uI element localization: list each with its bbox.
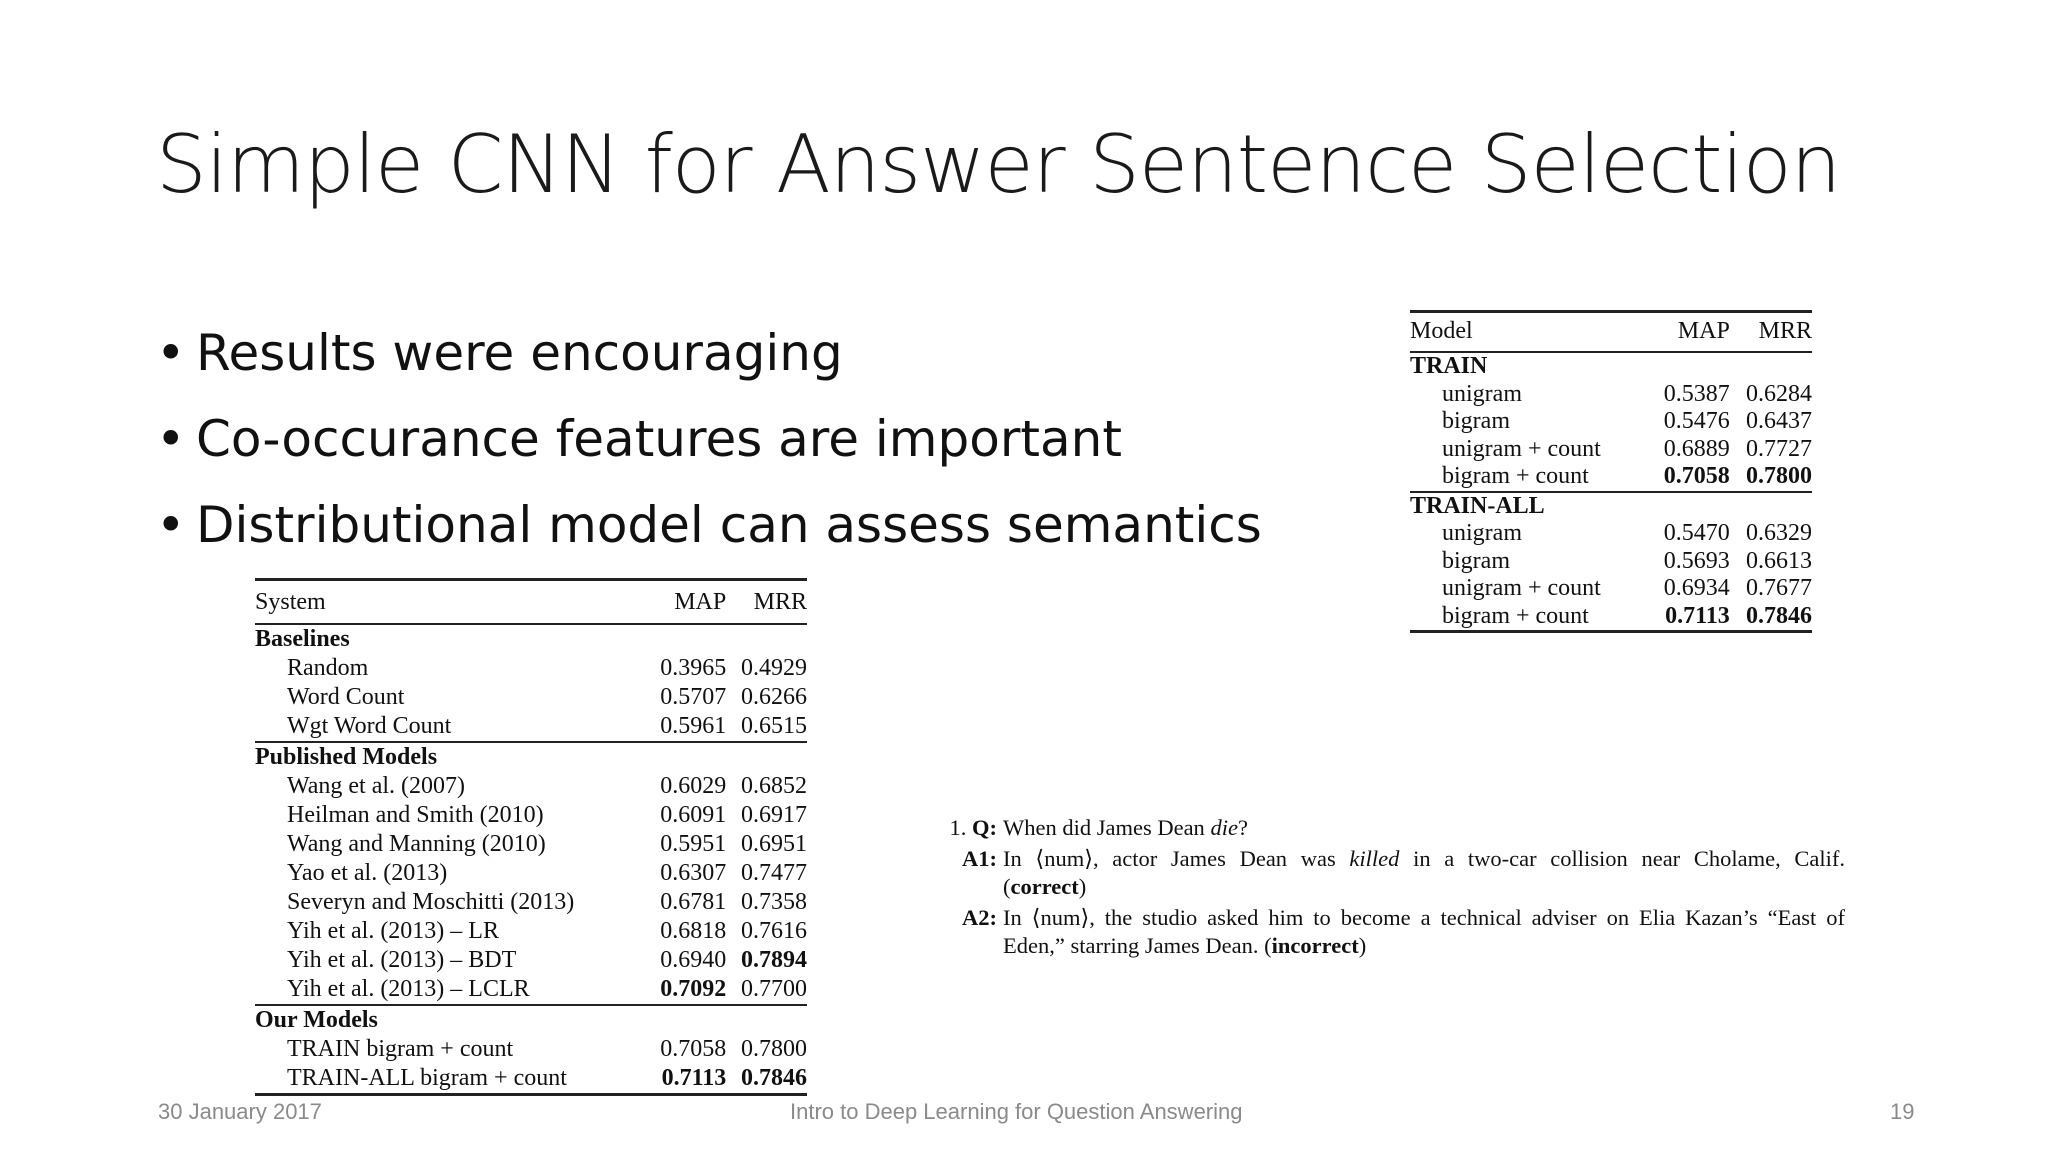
a1-emphasis: killed <box>1349 846 1400 871</box>
table-cell-label: TRAIN-ALL bigram + count <box>255 1064 646 1095</box>
table-row <box>1410 381 1812 409</box>
table-row <box>1410 408 1812 436</box>
table-cell-mrr: 0.6951 <box>741 831 807 857</box>
table-cell-label: unigram + count <box>1442 575 1601 601</box>
table-cell-mrr: 0.6613 <box>1746 547 1812 574</box>
table-cell-map: 0.5470 <box>1663 520 1730 546</box>
table-cell-map: 0.5476 <box>1663 408 1730 434</box>
table-cell-mrr: 0.7616 <box>741 918 807 944</box>
table-cell-mrr: 0.4929 <box>741 655 807 681</box>
table-row <box>255 712 807 742</box>
table-section-title: Baselines <box>255 626 350 652</box>
table-cell-label: bigram + count <box>1442 463 1589 489</box>
table-section-row <box>255 742 807 772</box>
table-header-row <box>255 580 807 625</box>
question-row <box>935 814 1845 842</box>
table-cell-mrr: 0.6917 <box>741 802 807 828</box>
table-cell-map: 0.7113 <box>646 1064 727 1095</box>
table-cell-map: 0.7058 <box>1663 463 1730 489</box>
table-cell-label: Word Count <box>287 684 405 710</box>
table-cell-label: Wang et al. (2007) <box>287 773 466 799</box>
table-row <box>1410 463 1812 492</box>
table-cell-label: Yih et al. (2013) – BDT <box>287 947 517 973</box>
table-cell-mrr: 0.7677 <box>1746 575 1812 601</box>
table-cell-map: 0.6889 <box>1663 435 1730 462</box>
table-cell-map: 0.6818 <box>660 918 727 944</box>
table-cell-mrr: 0.7477 <box>741 860 807 886</box>
bullet-glyph: • <box>156 496 186 554</box>
table-row <box>255 946 807 975</box>
table-row <box>255 683 807 712</box>
example-number: 1. <box>949 815 967 840</box>
footer-title: Intro to Deep Learning for Question Answering <box>790 1099 1243 1124</box>
footer-date: 30 January 2017 <box>158 1099 322 1124</box>
answer1-line2: (correct) <box>1003 874 1087 899</box>
answer1-line1 <box>1003 845 1845 873</box>
table-cell-map: 0.5387 <box>1663 380 1730 407</box>
table-cell-label: Heilman and Smith (2010) <box>287 802 544 828</box>
answer2-row <box>935 904 1845 960</box>
a2-text: Eden,” starring James Dean. ( <box>1003 933 1272 958</box>
table-cell-map: 0.5707 <box>660 684 727 710</box>
table-cell-map: 0.5951 <box>660 831 727 857</box>
table-row <box>1410 575 1812 603</box>
bullet-text: Distributional model can assess semantics <box>196 496 1262 554</box>
table-cell-map: 0.3965 <box>660 655 727 681</box>
table-row <box>1410 603 1812 632</box>
table-cell-mrr: 0.6266 <box>741 684 807 710</box>
bullet-item <box>156 482 1262 568</box>
question-end: ? <box>1237 815 1248 840</box>
answer2-label: A2: <box>962 905 997 930</box>
table-cell-mrr: 0.6329 <box>1746 520 1812 546</box>
table-section-row <box>255 624 807 654</box>
table-cell-label: bigram <box>1442 408 1510 434</box>
table-row <box>255 859 807 888</box>
table-cell-map: 0.7113 <box>1648 603 1730 632</box>
table-cell-mrr: 0.7846 <box>726 1064 807 1095</box>
table-cell-label: Random <box>287 655 369 681</box>
table-cell-mrr: 0.7894 <box>741 947 807 973</box>
a2-tag: incorrect <box>1271 933 1359 958</box>
table-cell-map: 0.5693 <box>1663 547 1730 574</box>
table-cell-mrr: 0.7800 <box>741 1036 807 1062</box>
a1-tag: correct <box>1010 874 1079 899</box>
bullet-list <box>156 310 1262 568</box>
table-cell-label: Yao et al. (2013) <box>287 860 448 886</box>
table-header-cell: MAP <box>646 580 727 625</box>
table-header-cell: MRR <box>726 580 807 625</box>
table-row <box>255 772 807 801</box>
table-cell-mrr: 0.6437 <box>1746 408 1812 434</box>
table-cell-mrr: 0.7727 <box>1746 435 1812 462</box>
table-row <box>255 1064 807 1095</box>
answer2-line1: In ⟨num⟩, the studio asked him to become a technical adviser on Elia Kazan’s “East of <box>1003 905 1845 930</box>
table-cell-label: Wang and Manning (2010) <box>287 831 546 857</box>
table-row <box>255 654 807 683</box>
table-section-title: Published Models <box>255 742 807 772</box>
table-header-cell: Model <box>1410 312 1648 353</box>
table-row <box>255 1035 807 1064</box>
table-section-title: TRAIN <box>1410 353 1488 379</box>
table-header-row <box>1410 312 1812 353</box>
footer-page-number: 19 <box>1890 1099 1915 1124</box>
table-cell-map: 0.6091 <box>660 802 727 828</box>
table-cell-label: TRAIN bigram + count <box>287 1036 514 1062</box>
table-row <box>1410 548 1812 576</box>
bullet-item <box>156 396 1262 482</box>
bullet-item <box>156 310 1262 396</box>
qa-example <box>935 814 1845 963</box>
a1-text-end: in a two-car collision near Cholame, Calif. <box>1399 846 1846 871</box>
answer2-line2 <box>1003 933 1366 958</box>
table-cell-map: 0.6307 <box>660 860 727 886</box>
table-cell-mrr: 0.7800 <box>1746 463 1812 489</box>
table-row <box>1410 436 1812 464</box>
table-cell-map: 0.6029 <box>660 773 727 799</box>
table-cell-label: unigram <box>1442 520 1522 546</box>
table-row <box>255 917 807 946</box>
a2-text-end: ) <box>1358 933 1367 958</box>
table-cell-label: bigram + count <box>1410 603 1648 632</box>
table-cell-label: unigram + count <box>1442 435 1601 462</box>
question-label <box>935 814 997 842</box>
table-cell-map: 0.6934 <box>1663 575 1730 601</box>
table-cell-label: unigram <box>1442 380 1522 407</box>
table-row <box>255 975 807 1005</box>
results-table-models <box>1410 310 1812 633</box>
table-section-row <box>255 1005 807 1035</box>
table-header-cell: MAP <box>1648 312 1730 353</box>
table-section-row <box>1410 352 1812 381</box>
table-section-title: TRAIN-ALL <box>1410 492 1812 521</box>
table-cell-mrr: 0.7358 <box>741 889 807 915</box>
table-cell-mrr: 0.7700 <box>741 976 807 1002</box>
table-cell-mrr: 0.6284 <box>1746 380 1812 407</box>
bullet-glyph: • <box>156 324 186 382</box>
table-header-cell: MRR <box>1730 312 1812 353</box>
table-row <box>1410 520 1812 548</box>
question-text: When did James Dean <box>1003 815 1211 840</box>
table-row <box>255 888 807 917</box>
table-cell-mrr: 0.6852 <box>741 773 807 799</box>
a1-text: In ⟨num⟩, actor James Dean was <box>1003 846 1350 871</box>
table-cell-map: 0.7058 <box>660 1036 727 1062</box>
table-section-title: Our Models <box>255 1005 807 1035</box>
bullet-text: Co-occurance features are important <box>196 410 1122 468</box>
table-cell-mrr: 0.6515 <box>741 713 807 739</box>
table-cell-label: Severyn and Moschitti (2013) <box>287 889 575 915</box>
table-cell-label: Yih et al. (2013) – LCLR <box>287 976 530 1002</box>
bullet-text: Results were encouraging <box>196 324 843 382</box>
table-cell-map: 0.7092 <box>660 976 727 1002</box>
table-cell-map: 0.6940 <box>660 947 727 973</box>
table-cell-label: Yih et al. (2013) – LR <box>287 918 499 944</box>
table-cell-label: Wgt Word Count <box>287 713 452 739</box>
table-row <box>255 830 807 859</box>
table-cell-map: 0.6781 <box>660 889 727 915</box>
table-cell-map: 0.5961 <box>660 713 727 739</box>
question-emphasis: die <box>1210 815 1238 840</box>
table-cell-label: bigram <box>1442 547 1510 574</box>
q-label: Q: <box>972 815 997 840</box>
table-header-cell: System <box>255 580 646 625</box>
table-section-row <box>1410 492 1812 521</box>
slide-title: Simple CNN for Answer Sentence Selection <box>156 118 1841 211</box>
bullet-glyph: • <box>156 410 186 468</box>
results-table-systems <box>255 578 807 1096</box>
answer1-row <box>935 845 1845 901</box>
table-cell-mrr: 0.7846 <box>1730 603 1812 632</box>
answer1-label: A1: <box>962 846 997 871</box>
table-row <box>255 801 807 830</box>
